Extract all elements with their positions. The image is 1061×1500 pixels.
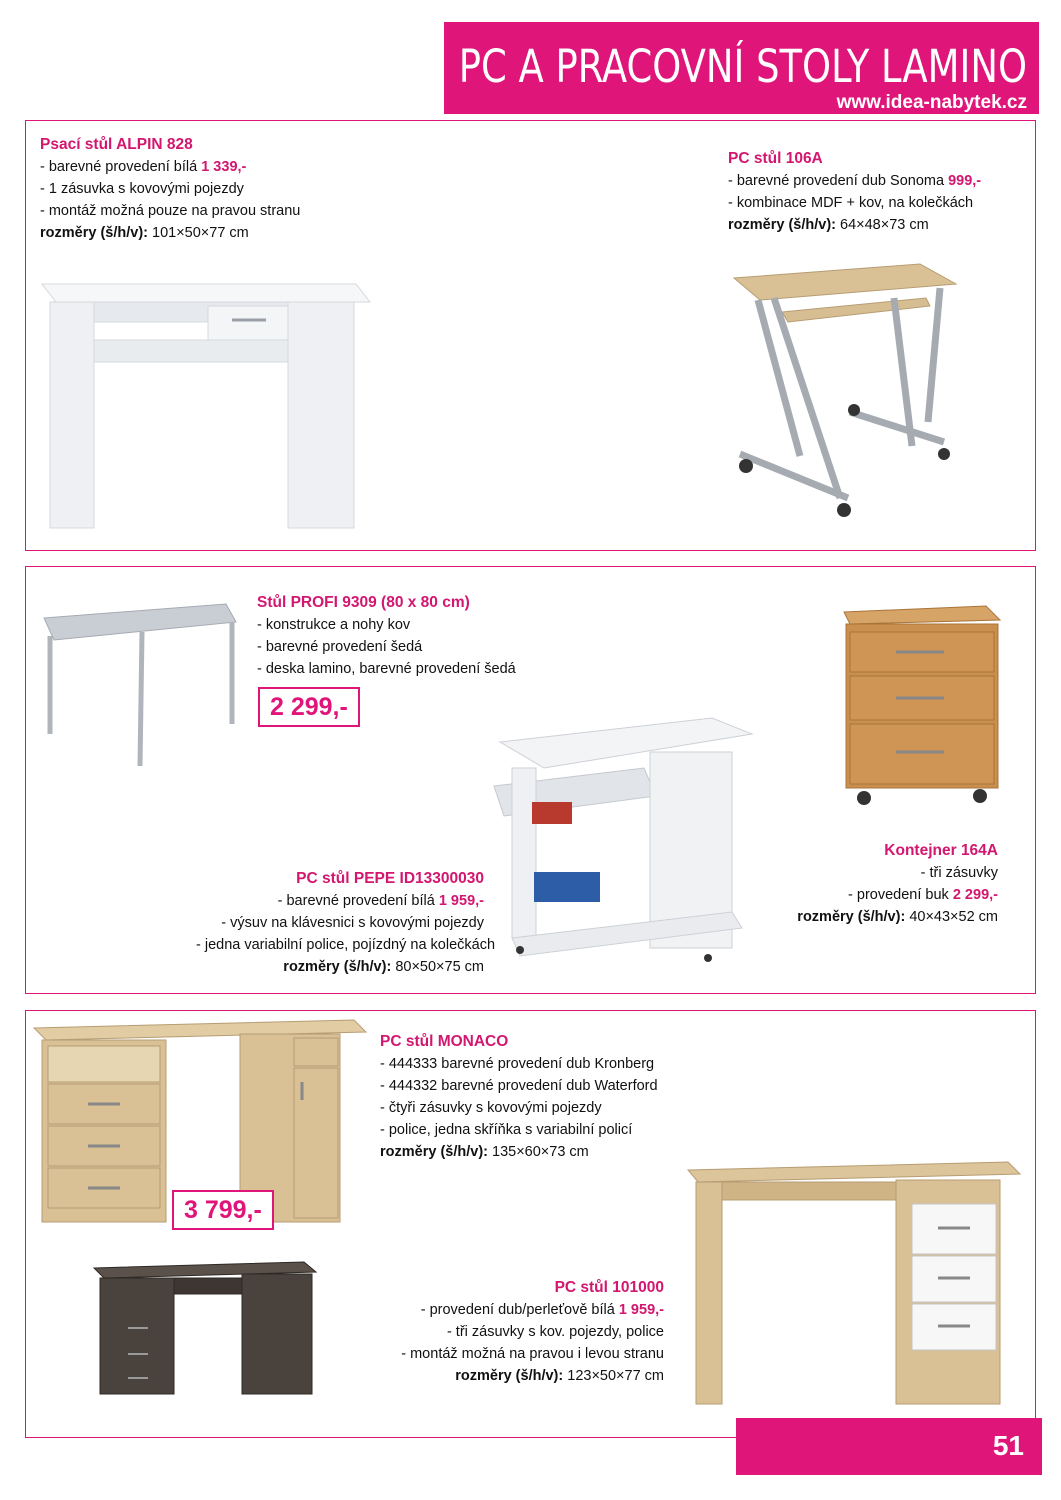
product-pc-106a bbox=[728, 148, 981, 236]
product-feature: - montáž možná pouze na pravou stranu bbox=[40, 203, 301, 219]
product-feature: - 444332 barevné provedení dub Waterford bbox=[380, 1078, 658, 1094]
product-feature: - montáž možná na pravou i levou stranu bbox=[401, 1346, 664, 1362]
product-feature: - konstrukce a nohy kov bbox=[257, 617, 411, 633]
product-dimensions: rozměry (š/h/v): 123×50×77 cm bbox=[455, 1368, 664, 1384]
product-title: Stůl PROFI 9309 (80 x 80 cm) bbox=[257, 594, 470, 611]
price-box-profi: 2 299,- bbox=[258, 687, 360, 727]
product-price: 2 299,- bbox=[952, 887, 998, 903]
product-kontejner-164a bbox=[766, 840, 998, 928]
container-164a-image bbox=[840, 602, 1002, 808]
product-feature: - barevné provedení bílá 1 959,- bbox=[277, 893, 484, 909]
product-title: PC stůl PEPE ID13300030 bbox=[296, 870, 484, 887]
product-feature: - 444333 barevné provedení dub Kronberg bbox=[380, 1056, 655, 1072]
product-price: 1 959,- bbox=[438, 893, 484, 909]
product-feature: - barevné provedení dub Sonoma 999,- bbox=[728, 173, 982, 189]
product-title: PC stůl 101000 bbox=[554, 1279, 664, 1296]
page-title: PC A PRACOVNÍ STOLY LAMINO bbox=[458, 40, 1027, 93]
page-number-box bbox=[736, 1418, 1042, 1475]
page-header bbox=[444, 22, 1039, 114]
desk-101000-image bbox=[686, 1160, 1022, 1410]
product-dimensions: rozměry (š/h/v): 64×48×73 cm bbox=[728, 217, 929, 233]
desk-alpin-image bbox=[36, 276, 372, 530]
product-feature: - 1 zásuvka s kovovými pojezdy bbox=[40, 181, 244, 197]
product-feature: - provedení dub/perleťově bílá 1 959,- bbox=[420, 1302, 664, 1318]
product-alpin-828 bbox=[40, 134, 300, 244]
product-feature: - výsuv na klávesnici s kovovými pojezdy bbox=[221, 915, 484, 931]
product-price: 1 339,- bbox=[201, 159, 247, 175]
desk-106a-image bbox=[730, 236, 966, 518]
product-title: PC stůl 106A bbox=[728, 150, 823, 167]
product-feature: - barevné provedení bílá 1 339,- bbox=[40, 159, 247, 175]
product-feature: - kombinace MDF + kov, na kolečkách bbox=[728, 195, 974, 211]
product-monaco bbox=[380, 1031, 658, 1163]
desk-pepe-image bbox=[490, 712, 754, 962]
product-feature: - barevné provedení šedá bbox=[257, 639, 423, 655]
product-feature: - tři zásuvky bbox=[920, 865, 998, 881]
product-dimensions: rozměry (š/h/v): 40×43×52 cm bbox=[797, 909, 998, 925]
desk-monaco-dark-image bbox=[92, 1258, 318, 1398]
product-dimensions: rozměry (š/h/v): 101×50×77 cm bbox=[40, 225, 249, 241]
product-feature: - čtyři zásuvky s kovovými pojezdy bbox=[380, 1100, 602, 1116]
product-feature: - deska lamino, barevné provedení šedá bbox=[257, 661, 516, 677]
page-number: 51 bbox=[992, 1430, 1024, 1461]
product-pc-101000 bbox=[380, 1277, 664, 1387]
product-title: PC stůl MONACO bbox=[380, 1033, 509, 1050]
product-title: Kontejner 164A bbox=[884, 842, 998, 859]
product-pepe bbox=[196, 868, 496, 978]
product-dimensions: rozměry (š/h/v): 135×60×73 cm bbox=[380, 1144, 589, 1160]
product-profi-9309 bbox=[257, 592, 516, 680]
product-feature: - tři zásuvky s kov. pojezdy, police bbox=[446, 1324, 664, 1340]
product-feature: - police, jedna skříňka s variabilní policí bbox=[380, 1122, 633, 1138]
product-price: 999,- bbox=[948, 173, 982, 189]
product-price: 1 959,- bbox=[618, 1302, 664, 1318]
product-feature: - jedna variabilní police, pojízdný na kolečkách bbox=[196, 937, 496, 953]
price-box-monaco: 3 799,- bbox=[172, 1190, 274, 1230]
table-profi-image bbox=[40, 600, 240, 772]
website-url[interactable]: www.idea-nabytek.cz bbox=[836, 92, 1027, 113]
product-feature: - provedení buk 2 299,- bbox=[848, 887, 998, 903]
product-dimensions: rozměry (š/h/v): 80×50×75 cm bbox=[283, 959, 484, 975]
product-title: Psací stůl ALPIN 828 bbox=[40, 136, 193, 153]
